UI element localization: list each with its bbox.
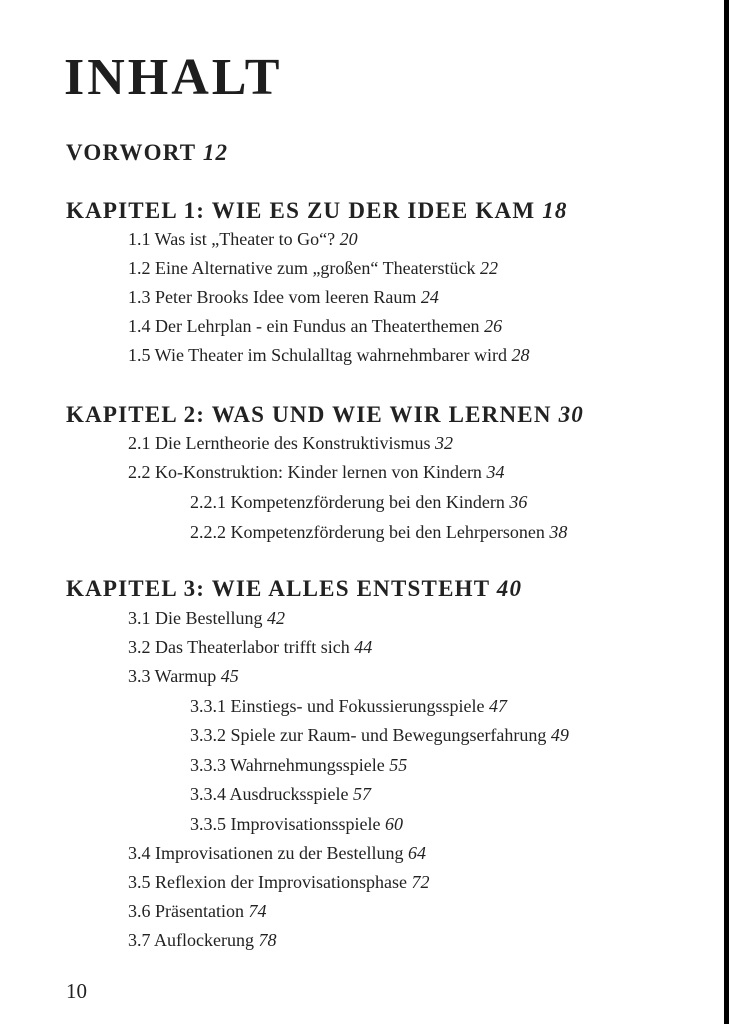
toc-page-number: 18 bbox=[542, 198, 568, 223]
toc-entry-label: 3.5 Reflexion der Improvisationsphase bbox=[128, 872, 407, 892]
toc-entry-label: 2.1 Die Lerntheorie des Konstruktivismus bbox=[128, 433, 431, 453]
page-title: INHALT bbox=[64, 49, 283, 106]
toc-subsection-2-2-2 bbox=[190, 523, 567, 541]
toc-entry-label: 1.2 Eine Alternative zum „großen“ Theaterstück bbox=[128, 258, 476, 278]
toc-entry-label: 3.2 Das Theaterlabor trifft sich bbox=[128, 637, 350, 657]
toc-subsection-3-3-5 bbox=[190, 815, 403, 833]
toc-page-number: 42 bbox=[266, 608, 285, 628]
toc-section-3-6 bbox=[128, 902, 266, 920]
toc-page-number: 60 bbox=[384, 814, 403, 834]
toc-entry-label: 1.1 Was ist „Theater to Go“? bbox=[128, 229, 336, 249]
page-folio: 10 bbox=[66, 979, 87, 1003]
toc-page-number: 38 bbox=[549, 522, 568, 542]
toc-page-number: 44 bbox=[354, 637, 373, 657]
toc-entry-label: 2.2.1 Kompetenzförderung bei den Kindern bbox=[190, 492, 505, 512]
toc-section-3-3 bbox=[128, 667, 239, 685]
toc-section-1-1 bbox=[128, 230, 358, 248]
toc-subsection-2-2-1 bbox=[190, 493, 527, 511]
toc-preface bbox=[66, 141, 228, 164]
toc-page-number: 74 bbox=[248, 901, 267, 921]
toc-preface-label: VORWORT bbox=[66, 140, 196, 165]
toc-entry-label: 1.3 Peter Brooks Idee vom leeren Raum bbox=[128, 287, 417, 307]
toc-page-number: 78 bbox=[258, 930, 277, 950]
toc-chapter-label: KAPITEL 2: WAS UND WIE WIR LERNEN bbox=[66, 402, 552, 427]
toc-page-number: 34 bbox=[486, 462, 505, 482]
toc-chapter-3 bbox=[66, 577, 522, 600]
toc-page-number: 55 bbox=[389, 755, 408, 775]
toc-page-number: 30 bbox=[558, 402, 585, 427]
toc-entry-label: 3.3.5 Improvisationsspiele bbox=[190, 814, 381, 834]
toc-section-1-3 bbox=[128, 288, 439, 306]
toc-section-2-1 bbox=[128, 434, 453, 452]
toc-entry-label: 3.1 Die Bestellung bbox=[128, 608, 263, 628]
toc-page-number: 24 bbox=[420, 287, 439, 307]
toc-entry-label: 3.3.2 Spiele zur Raum- und Bewegungserfahrung bbox=[190, 725, 547, 745]
toc-section-3-1 bbox=[128, 609, 285, 627]
toc-section-1-5 bbox=[128, 346, 529, 364]
toc-subsection-3-3-2 bbox=[190, 726, 569, 744]
toc-section-2-2 bbox=[128, 463, 504, 481]
toc-entry-label: 1.4 Der Lehrplan - ein Fundus an Theaterthemen bbox=[128, 316, 480, 336]
toc-page-number: 72 bbox=[411, 872, 430, 892]
toc-subsection-3-3-4 bbox=[190, 785, 371, 803]
toc-section-3-4 bbox=[128, 844, 426, 862]
toc-entry-label: 2.2 Ko-Konstruktion: Kinder lernen von Kindern bbox=[128, 462, 482, 482]
toc-section-1-4 bbox=[128, 317, 502, 335]
toc-section-1-2 bbox=[128, 259, 498, 277]
toc-page-number: 64 bbox=[407, 843, 426, 863]
toc-entry-label: 3.3.4 Ausdrucksspiele bbox=[190, 784, 349, 804]
toc-subsection-3-3-3 bbox=[190, 756, 407, 774]
toc-section-3-5 bbox=[128, 873, 429, 891]
toc-page-number: 49 bbox=[550, 725, 569, 745]
toc-chapter-label: KAPITEL 3: WIE ALLES ENTSTEHT bbox=[66, 576, 490, 601]
toc-page-number: 32 bbox=[434, 433, 453, 453]
toc-entry-label: 3.3.1 Einstiegs- und Fokussierungsspiele bbox=[190, 696, 485, 716]
toc-chapter-2 bbox=[66, 403, 584, 426]
toc-page-number: 28 bbox=[511, 345, 530, 365]
toc-entry-label: 3.3 Warmup bbox=[128, 666, 217, 686]
toc-subsection-3-3-1 bbox=[190, 697, 507, 715]
toc-page-number: 36 bbox=[509, 492, 528, 512]
toc-chapter-1 bbox=[66, 199, 568, 222]
toc-entry-label: 3.3.3 Wahrnehmungsspiele bbox=[190, 755, 385, 775]
toc-page-number: 20 bbox=[339, 229, 358, 249]
toc-page-number: 12 bbox=[202, 140, 229, 165]
toc-page-number: 26 bbox=[484, 316, 503, 336]
toc-section-3-2 bbox=[128, 638, 372, 656]
toc-page-number: 47 bbox=[489, 696, 507, 716]
toc-chapter-label: KAPITEL 1: WIE ES ZU DER IDEE KAM bbox=[66, 198, 536, 223]
toc-section-3-7 bbox=[128, 931, 276, 949]
toc-entry-label: 3.7 Auflockerung bbox=[128, 930, 254, 950]
toc-entry-label: 3.4 Improvisationen zu der Bestellung bbox=[128, 843, 404, 863]
toc-entry-label: 2.2.2 Kompetenzförderung bei den Lehrpersonen bbox=[190, 522, 545, 542]
toc-entry-label: 3.6 Präsentation bbox=[128, 901, 244, 921]
toc-page-number: 45 bbox=[220, 666, 239, 686]
toc-page-number: 57 bbox=[352, 784, 371, 804]
toc-page-number: 22 bbox=[480, 258, 499, 278]
toc-page-number: 40 bbox=[496, 576, 523, 601]
toc-entry-label: 1.5 Wie Theater im Schulalltag wahrnehmbarer wird bbox=[128, 345, 507, 365]
